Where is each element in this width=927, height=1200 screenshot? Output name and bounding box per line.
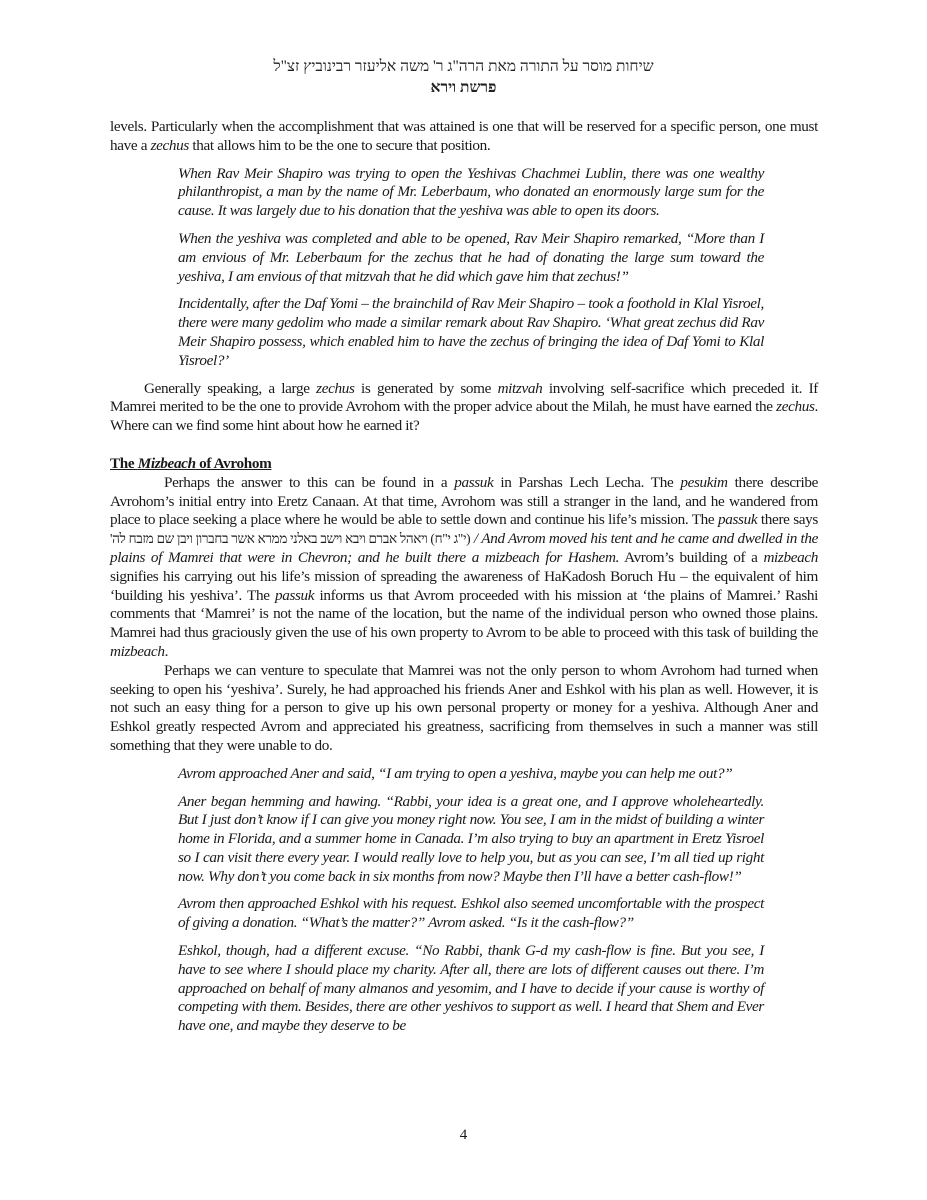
story-quote-3: Incidentally, after the Daf Yomi – the brainchild of Rav Meir Shapiro – took a foothold in Klal Yisroel, there were many gedolim who made a similar remark about Rav Shapiro. ‘What great zechus did Rav Meir Shapiro possess, which enabled him to have the zechus of bringing the idea of Daf Yomi to Klal Yisroel?’ [178, 295, 764, 369]
section-heading [110, 455, 818, 474]
text: in Parshas Lech Lecha. The [493, 473, 681, 491]
italic-term: passuk [274, 586, 315, 604]
verse-translation: / And Avrom moved his tent and he came and dwelled in the plains of Mamrei that were in Chevron; and he built there a mizbeach for Hashem. [110, 530, 818, 566]
text: of Avrohom [195, 454, 272, 472]
story-quote-2: When the yeshiva was completed and able to be opened, Rav Meir Shapiro remarked, “More than I am envious of Mr. Leberbaum for the zechus that he had of donating the large sum toward the yeshiva, I am envious of that mitzvah that he did which gave him that zechus!” [178, 229, 764, 285]
story-quote-7: Eshkol, though, had a different excuse. “No Rabbi, thank G-d my cash-flow is fine. But you see, I have to see where I should place my charity. After all, there are lots of different causes out there. I’m approached on behalf of many almanos and yesomim, and I have to decide if your cause is worthy of competing with them. Besides, there are other yeshivos to support as well. I heard that Shem and Ever have one, and maybe they deserve to be [178, 942, 764, 1035]
paragraph-zechus [110, 380, 818, 436]
text: there says [757, 511, 818, 529]
italic-term: Mizbeach [137, 454, 196, 472]
story-quote-5: Aner began hemming and hawing. “Rabbi, your idea is a great one, and I approve wholeheartedly. But I just don’t know if I can give you money right now. You see, I am in the midst of building a winter home in Florida, and a summer home in Canada. I’m also trying to buy an apartment in Eretz Yisroel so I can visit there every year. I would really love to help you, but as you can see, I’m all tied up right now. Why don’t you come back in six months from now? Maybe then I’ll have a better cash-flow!” [178, 792, 764, 885]
text: there describe Avrohom’s initial entry into Eretz Canaan. At that time, Avrohom was still a stranger in the land, and he wandered from place to place seeking a place where he would be able to settle down and continue his life’s mission. The [110, 473, 819, 529]
text: that allows him to be the one to secure that position. [188, 136, 491, 154]
page-number: 4 [459, 1127, 468, 1143]
text: . Where can we find some hint about how he earned it? [110, 398, 818, 435]
italic-term: passuk [454, 473, 494, 491]
text: is generated by some [354, 379, 498, 397]
text: The [110, 454, 138, 472]
text: . [164, 642, 169, 660]
page-body [110, 118, 818, 1036]
italic-term: zechus [316, 379, 355, 397]
page-header [0, 56, 927, 98]
text: signifies his carrying out his life’s mission of spreading the awareness of HaKadosh Boruch Hu – the equivalent of him ‘building his yeshiva’. The [110, 567, 818, 604]
hebrew-verse: (י"ג י"ח) ויאהל אברם ויבא וישב באלני ממרא אשר בחברון ויבן שם מזבח לה' [110, 531, 471, 547]
italic-term: passuk [718, 511, 758, 529]
paragraph-continuation [110, 118, 818, 156]
italic-term: zechus [150, 136, 189, 154]
paragraph-mizbeach [110, 474, 818, 662]
paragraph-speculation: Perhaps we can venture to speculate that Mamrei was not the only person to whom Avrohom had turned when seeking to open his ‘yeshiva’. Surely, he had approached his friends Aner and Eshkol with his plan as well. However, it is not such an easy thing for a person to give up his own personal property or money for a yeshiva. Although Aner and Eshkol greatly respected Avrom and appreciated his greatness, sacrificing from themselves in such a manner was still something that they were unable to do. [110, 661, 818, 754]
text: involving self-sacrifice which preceded it. If Mamrei merited to be the one to provide Avrohom with the proper advice about the Milah, he must have earned the [110, 379, 818, 416]
text: Avrom’s building of a [619, 548, 764, 566]
story-quote-6: Avrom then approached Eshkol with his request. Eshkol also seemed uncomfortable with the prospect of giving a donation. “What’s the matter?” Avrom asked. “Is it the cash-flow?” [178, 895, 764, 932]
header-parsha: פרשת וירא [430, 79, 497, 96]
text: Perhaps the answer to this can be found in a [164, 473, 455, 491]
text: informs us that Avrom proceeded with his mission at ‘the plains of Mamrei.’ Rashi comments that ‘Mamrei’ is not the name of the location, but the name of the individual person who owned those plains. Mamrei had thus graciously given the use of his own property to Avrom to be able to proceed with this task of building the [110, 586, 818, 642]
italic-term: zechus [776, 398, 815, 416]
italic-term: mizbeach [110, 642, 165, 660]
text: Generally speaking, a large [144, 379, 317, 397]
text: levels. Particularly when the accomplishment that was attained is one that will be reserved for a specific person, one must have a [110, 118, 818, 154]
story-quote-4: Avrom approached Aner and said, “I am trying to open a yeshiva, maybe you can help me out?” [178, 764, 733, 782]
italic-term: pesukim [680, 473, 728, 491]
header-title: שיחות מוסר על התורה מאת הרה"ג ר' משה אליעזר רבינוביץ זצ"ל [273, 58, 654, 75]
italic-term: mitzvah [497, 379, 543, 397]
story-quote-1: When Rav Meir Shapiro was trying to open the Yeshivas Chachmei Lublin, there was one wealthy philanthropist, a man by the name of Mr. Leberbaum, who donated an enormously large sum for the cause. It was largely due to his donation that the yeshiva was able to open its doors. [178, 164, 764, 220]
italic-term: mizbeach [763, 548, 818, 566]
